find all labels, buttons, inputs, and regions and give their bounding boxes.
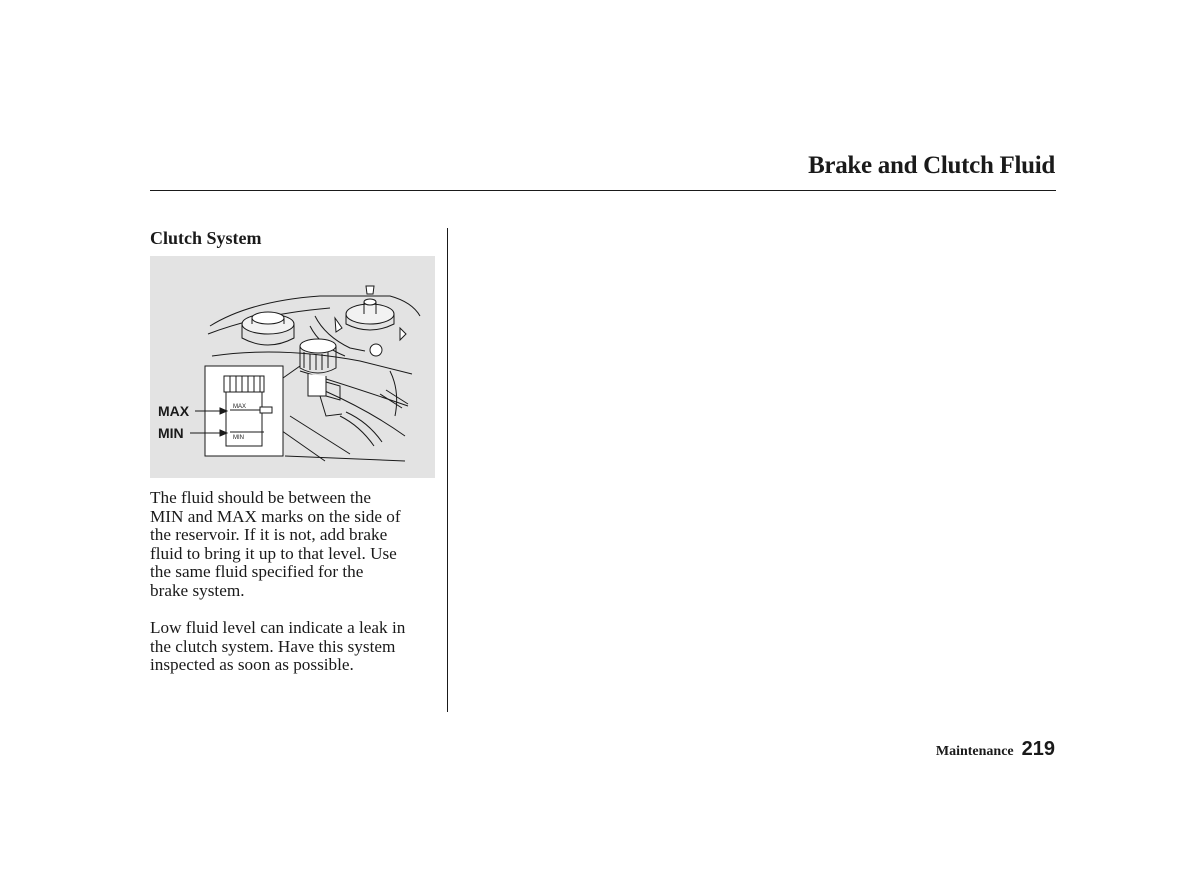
text-line: the same fluid specified for the — [150, 562, 364, 582]
text-line: brake system. — [150, 580, 245, 600]
paragraph-leak-warning — [150, 619, 440, 675]
page-number: 219 — [1021, 738, 1055, 760]
text-line: MIN and MAX marks on the side of — [150, 506, 401, 526]
paragraph-fluid-level — [150, 489, 440, 601]
page-footer — [936, 738, 1055, 761]
page-title: Brake and Clutch Fluid — [808, 152, 1055, 179]
text-line: inspected as soon as possible. — [150, 655, 354, 675]
max-callout: MAX — [158, 403, 190, 419]
inset-max-mark: MAX — [233, 404, 247, 410]
clutch-reservoir-illustration — [150, 256, 435, 478]
text-line: fluid to bring it up to that level. Use — [150, 543, 397, 563]
title-rule — [150, 190, 1056, 191]
section-heading: Clutch System — [150, 228, 262, 248]
footer-section: Maintenance — [935, 744, 1014, 759]
column-divider — [447, 228, 448, 712]
inset-min-mark: MIN — [233, 435, 244, 441]
text-line: The fluid should be between the — [150, 488, 371, 507]
text-line: the reservoir. If it is not, add brake — [150, 525, 388, 545]
text-line: Low fluid level can indicate a leak in — [150, 618, 406, 637]
min-callout: MIN — [158, 425, 184, 441]
text-line: the clutch system. Have this system — [150, 636, 396, 656]
